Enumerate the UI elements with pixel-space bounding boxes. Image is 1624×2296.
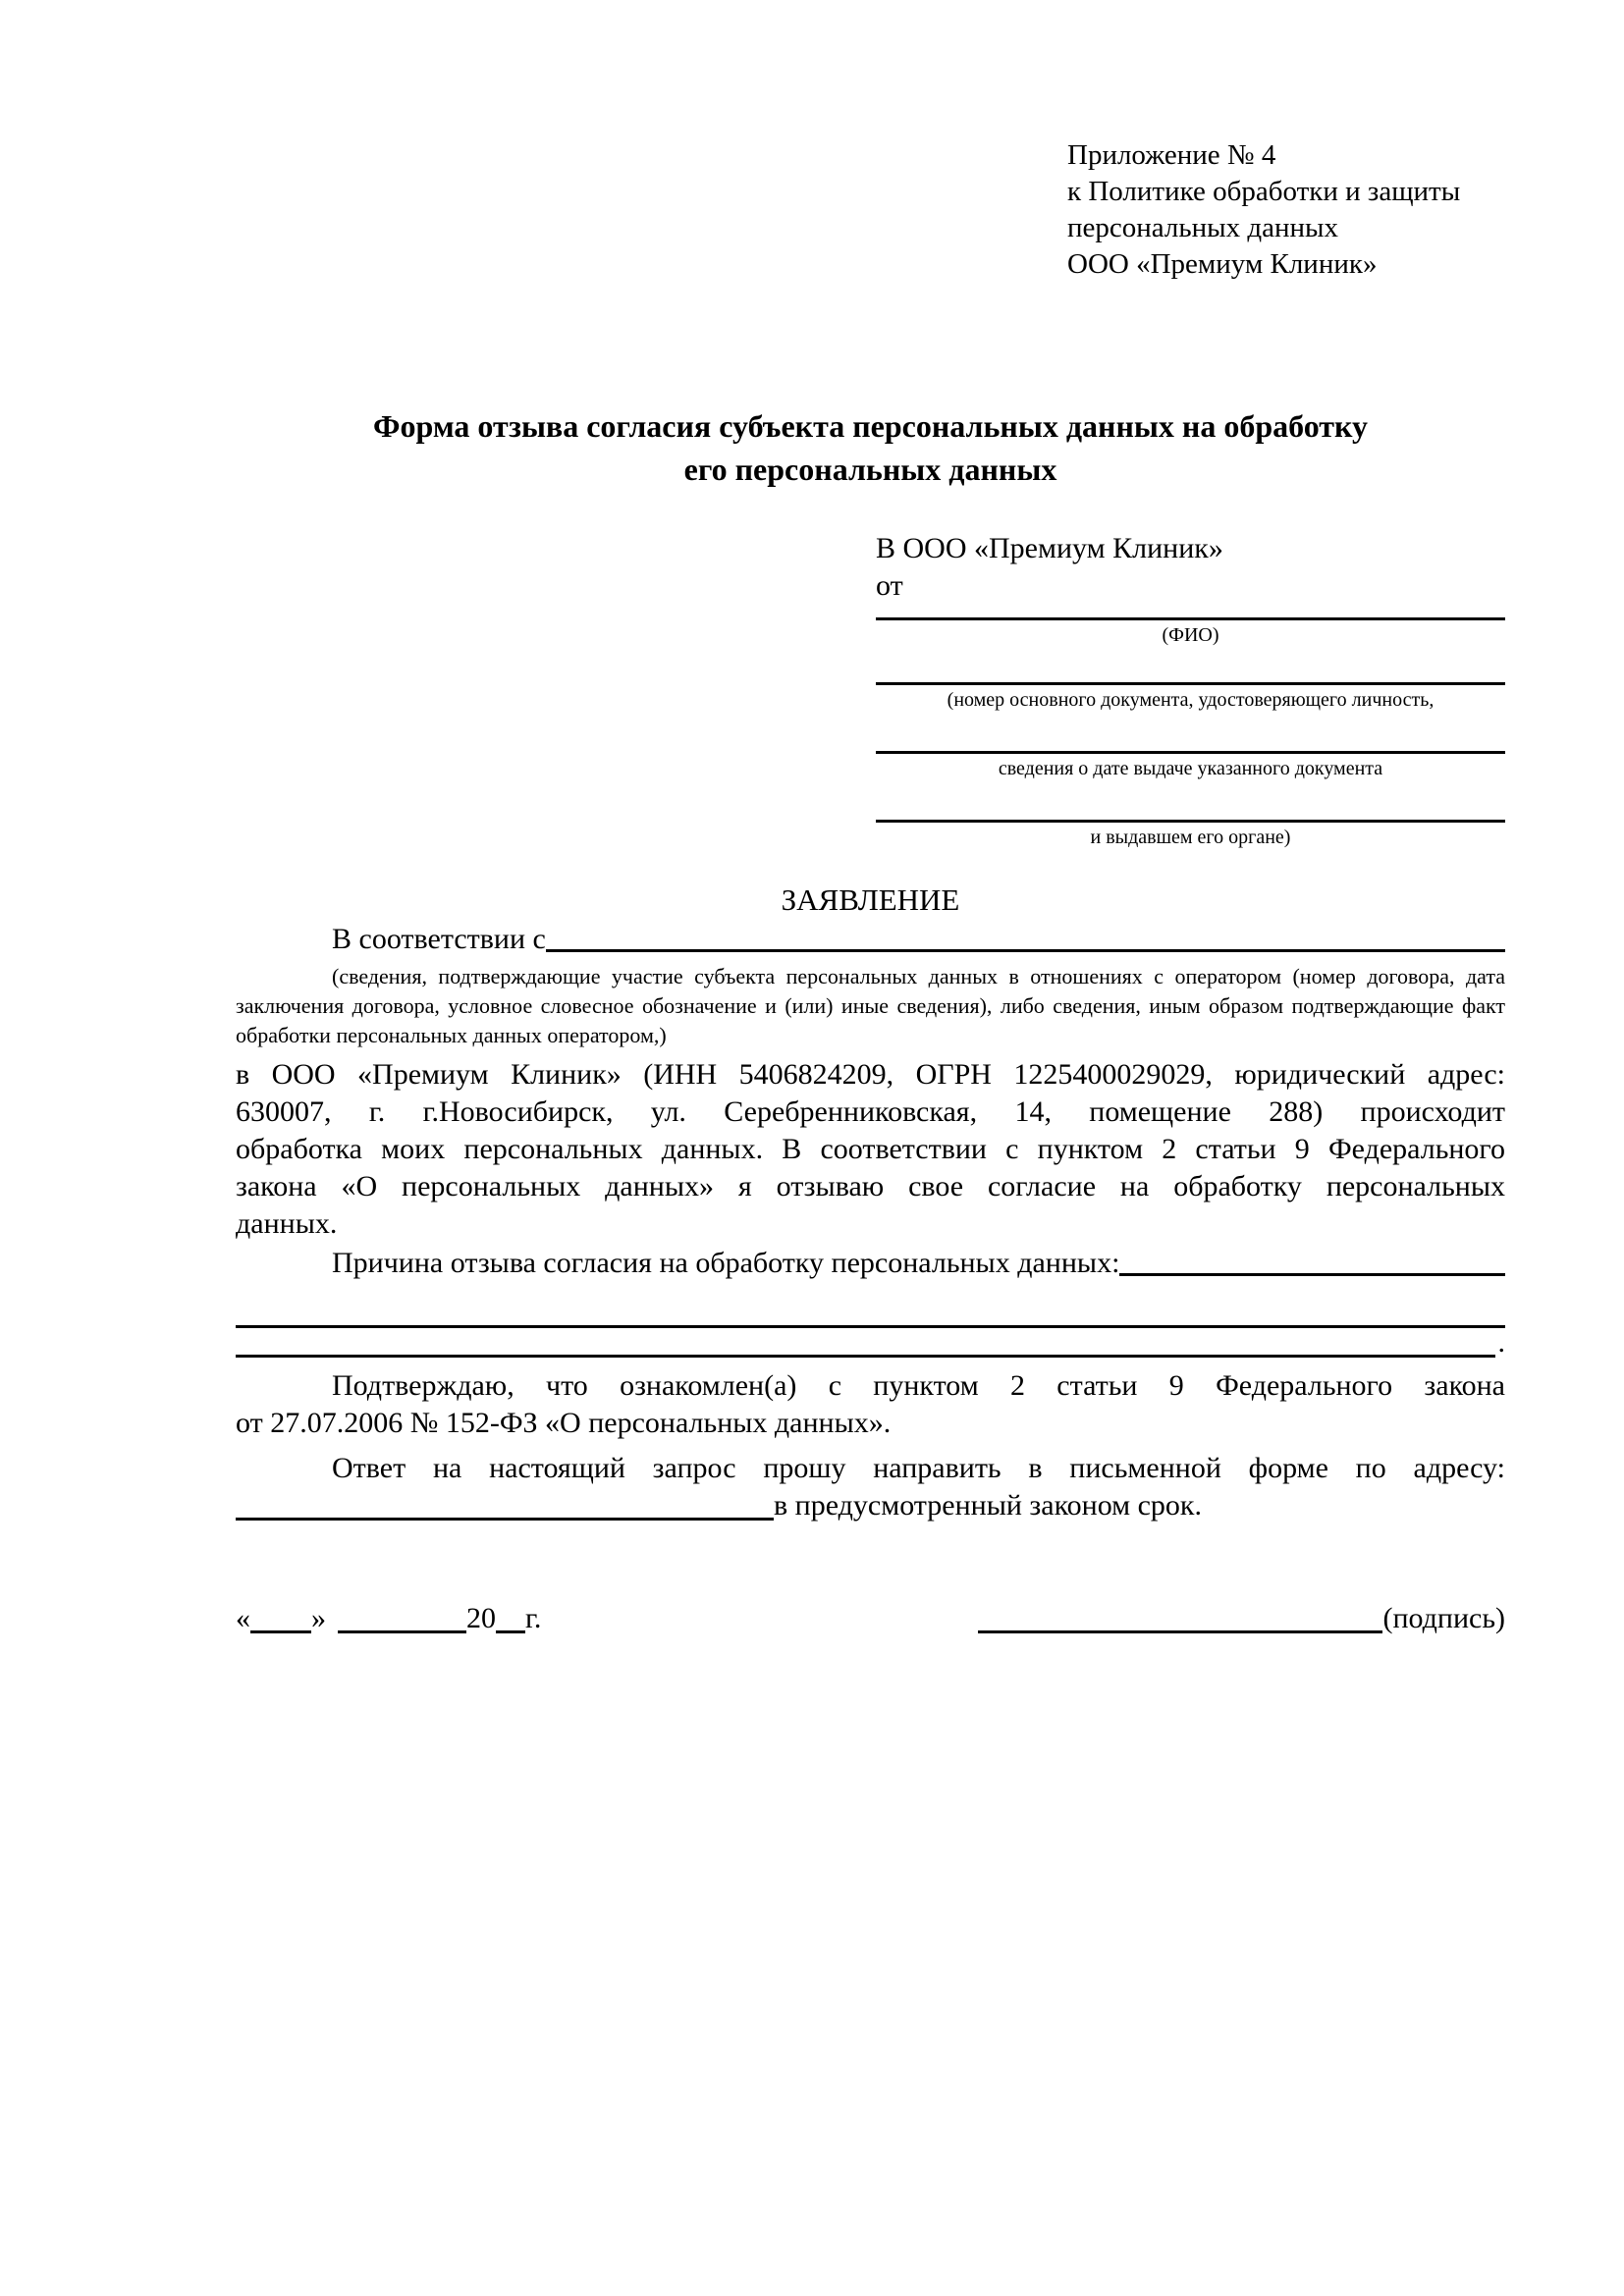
reason-row [236, 1245, 1505, 1282]
appendix-line: Приложение № 4 [1067, 139, 1276, 171]
appendix-block [1067, 137, 1505, 283]
signoff-row [236, 1600, 1505, 1637]
reply-address-row [236, 1487, 1505, 1524]
statement-heading: ЗАЯВЛЕНИЕ [781, 882, 960, 917]
confirm-line: Подтверждаю, что ознакомлен(а) с пунктом 2 статьи 9 Федерального закона [332, 1369, 1505, 1402]
reply-suffix: в предусмотренный законом срок. [774, 1489, 1202, 1522]
signature-caption: (подпись) [1382, 1602, 1505, 1634]
document-number-fill-in-line [876, 682, 1505, 685]
issue-date-fill-in-line [876, 751, 1505, 754]
body-paragraph [236, 1056, 1505, 1243]
note-line: заключения договора, условное словесное обозначение и (или) иные сведения), либо сведения, иным образом подтверждающие факт [236, 993, 1505, 1018]
address-fill-in-line [236, 1495, 774, 1521]
date-quote-open: « [236, 1602, 250, 1634]
reason-blank-line-2-rule [236, 1355, 1495, 1358]
day-fill-in-line [250, 1608, 311, 1633]
date-quote-close: » [311, 1602, 326, 1634]
year-prefix: 20 [466, 1602, 496, 1634]
document-number-caption: (номер основного документа, удостоверяющего личность, [947, 689, 1435, 711]
addressee-to: В ООО «Премиум Клиник» [876, 532, 1223, 564]
issuing-authority-fill-in-line [876, 820, 1505, 823]
confirm-paragraph [236, 1367, 1505, 1442]
page-content [236, 137, 1505, 1637]
date-group [236, 1600, 541, 1637]
confirm-line: от 27.07.2006 № 152-ФЗ «О персональных данных». [236, 1407, 892, 1439]
appendix-line: к Политике обработки и защиты [1067, 176, 1461, 207]
year-fill-in-line [496, 1608, 525, 1633]
addressee-from-label: от [876, 569, 903, 602]
fio-caption: (ФИО) [1162, 624, 1219, 646]
form-title-line: Форма отзыва согласия субъекта персональных данных на обработку [373, 408, 1368, 444]
reason-terminator: . [1497, 1326, 1505, 1359]
form-title-line: его персональных данных [683, 452, 1057, 487]
fio-fill-in-line [876, 617, 1505, 620]
addressee-block [876, 530, 1505, 850]
year-suffix: г. [525, 1602, 542, 1634]
reason-blank-line-2 [236, 1328, 1505, 1358]
basis-fill-in-line [546, 949, 1505, 952]
note-line: обработки персональных данных оператором,) [236, 1023, 667, 1047]
reason-fill-in-line [1119, 1273, 1505, 1276]
body-line: данных. [236, 1207, 338, 1240]
intro-row [236, 921, 1505, 958]
note-line: (сведения, подтверждающие участие субъекта персональных данных в отношениях с оператором (номер договора, дата [332, 964, 1505, 988]
month-fill-in-line [338, 1608, 466, 1633]
signature-group [978, 1600, 1505, 1637]
body-line: 630007, г. г.Новосибирск, ул. Серебренниковская, 14, помещение 288) происходит [236, 1095, 1505, 1128]
issue-date-caption: сведения о дате выдаче указанного документа [998, 758, 1383, 779]
body-line: обработка моих персональных данных. В соответствии с пунктом 2 статьи 9 Федерального [236, 1133, 1505, 1165]
note-block [236, 962, 1505, 1050]
reply-paragraph [236, 1450, 1505, 1524]
form-title [236, 404, 1505, 491]
reply-request-line: Ответ на настоящий запрос прошу направить в письменной форме по адресу: [332, 1452, 1505, 1484]
reason-label: Причина отзыва согласия на обработку персональных данных: [332, 1247, 1120, 1279]
appendix-line: ООО «Премиум Клиник» [1067, 248, 1378, 280]
appendix-line: персональных данных [1067, 212, 1339, 243]
intro-prefix: В соответствии с [332, 923, 546, 955]
issuing-authority-caption: и выдавшем его органе) [1090, 827, 1291, 848]
signature-fill-in-line [978, 1608, 1382, 1633]
body-line: в ООО «Премиум Клиник» (ИНН 5406824209, ОГРН 1225400029029, юридический адрес: [236, 1058, 1505, 1091]
body-line: закона «О персональных данных» я отзываю свое согласие на обработку персональных [236, 1170, 1505, 1202]
